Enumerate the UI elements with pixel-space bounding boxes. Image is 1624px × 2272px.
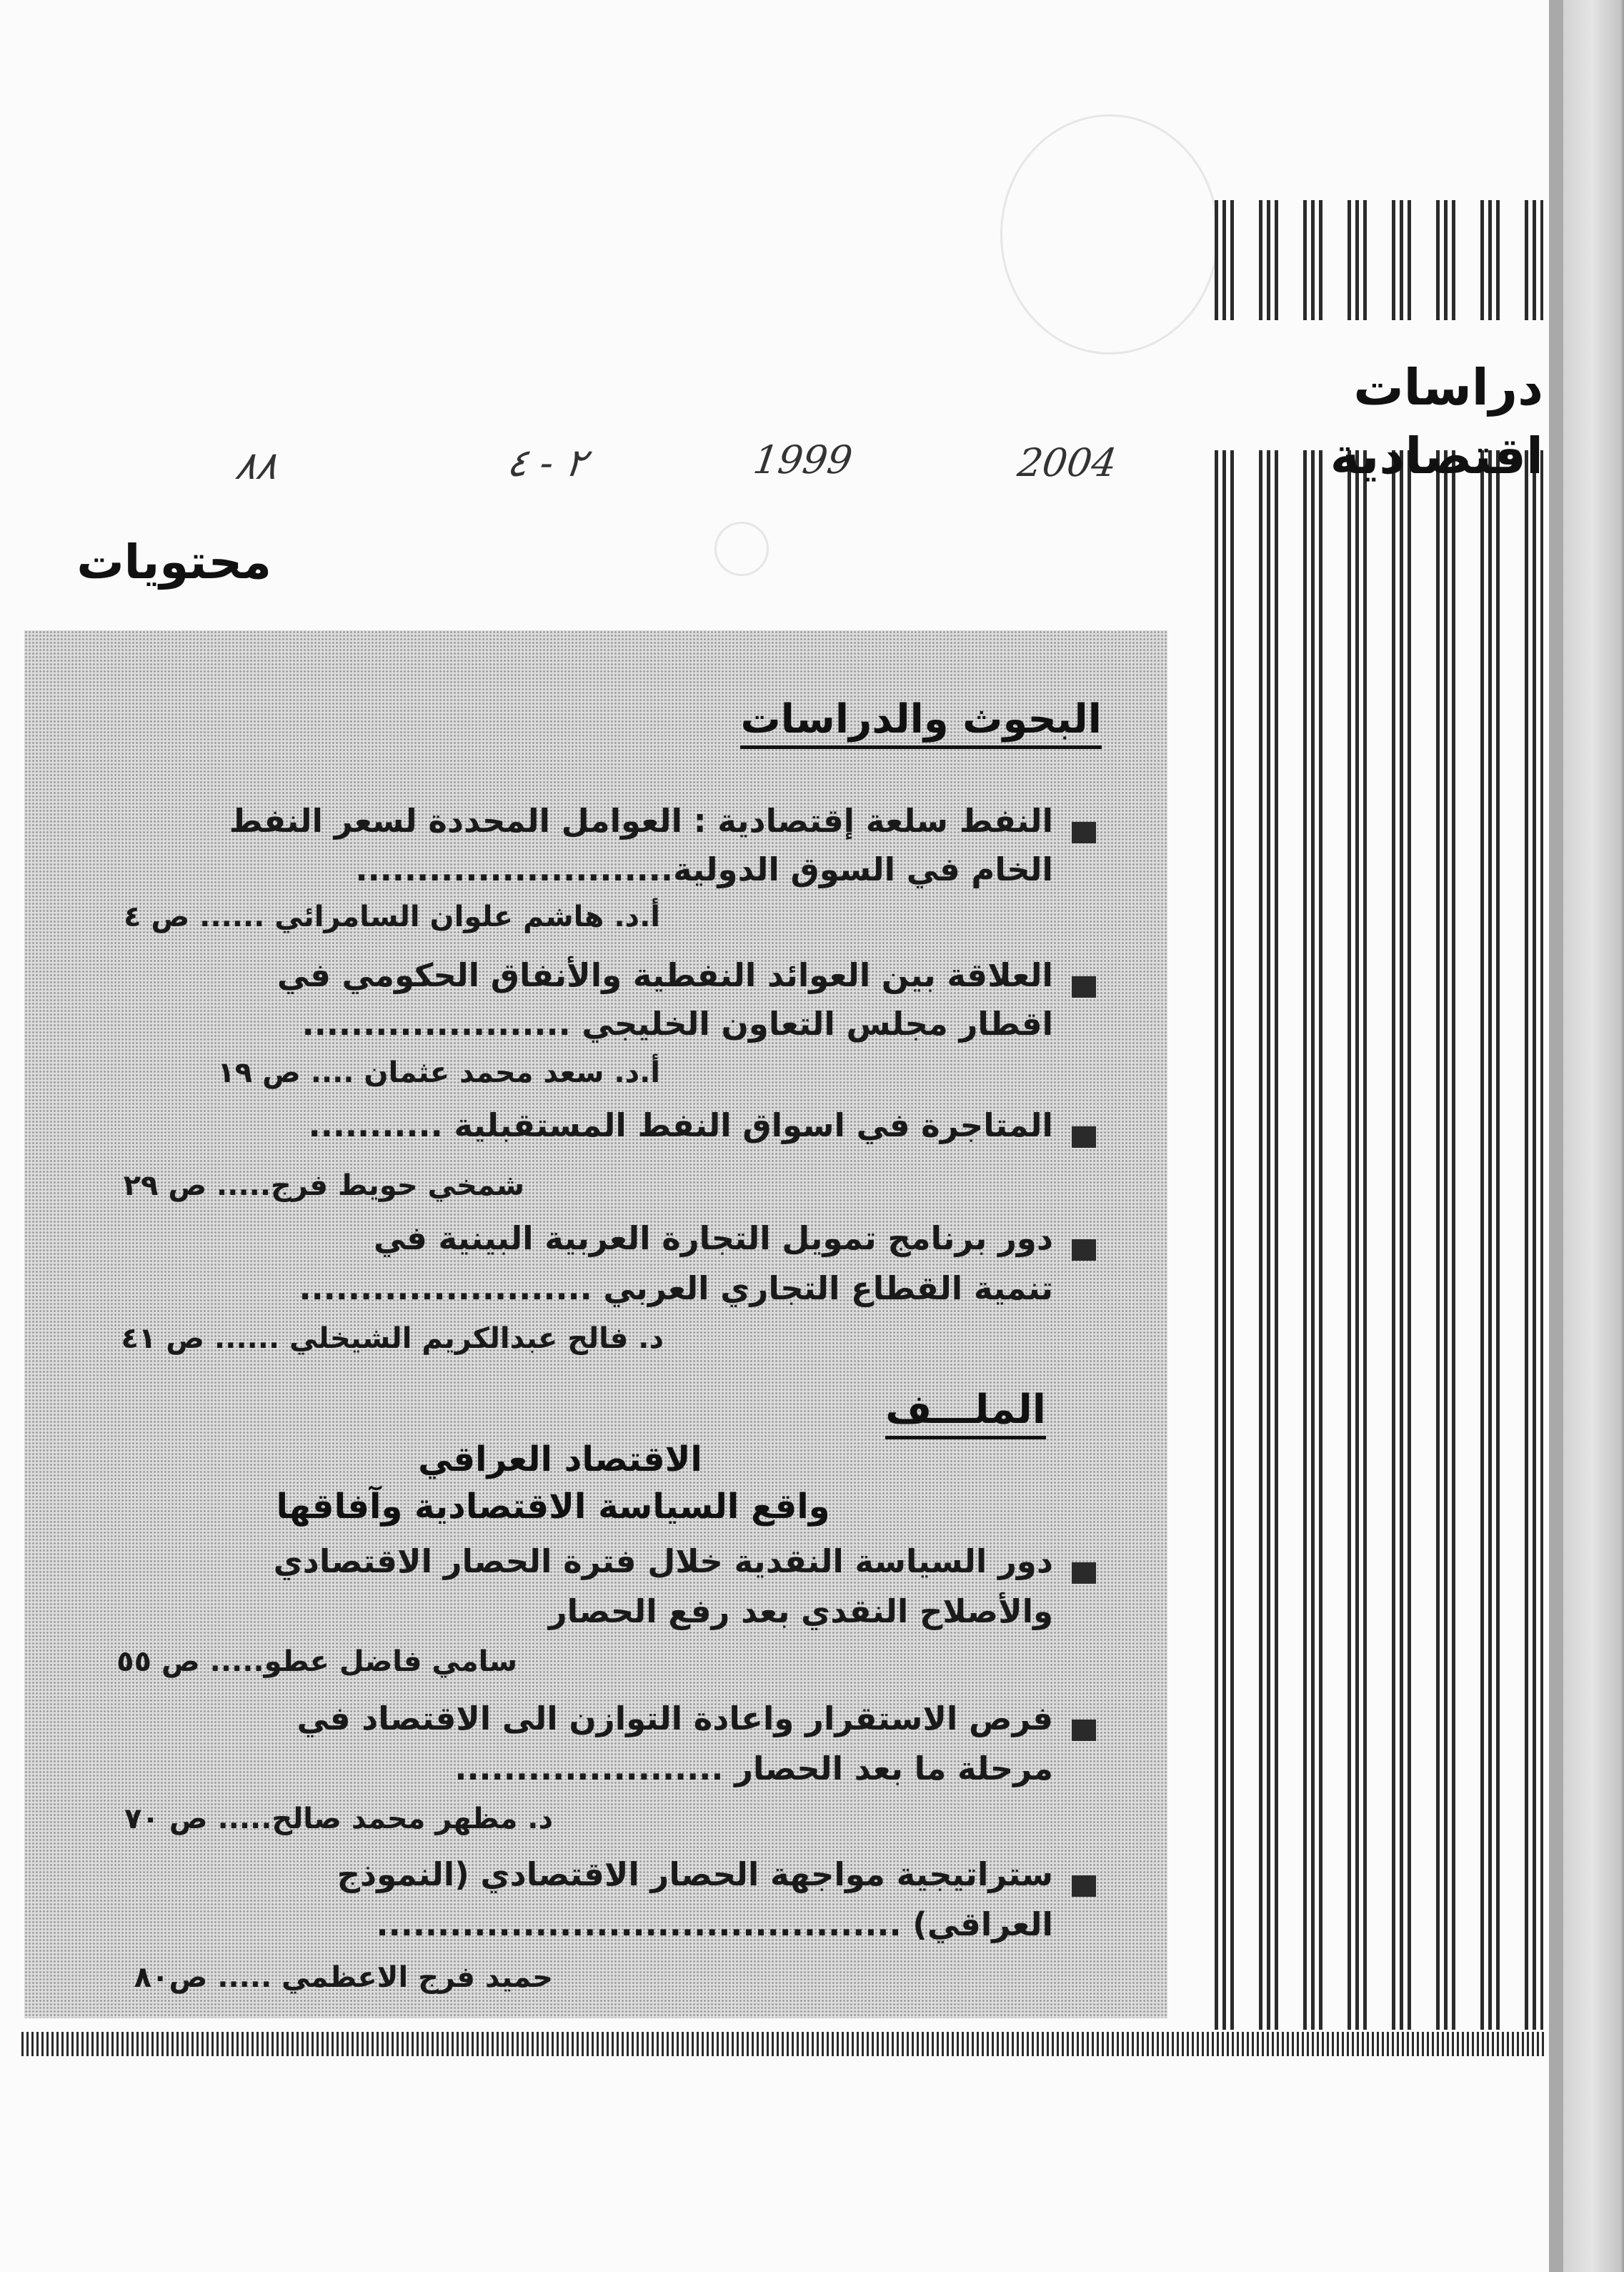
research-section-heading: البحوث والدراسات xyxy=(740,696,1102,749)
toc-item-title-line: العراقي) ........................................... xyxy=(376,1905,1053,1943)
handwritten-issue-number: ٨٨ xyxy=(232,443,281,488)
ghost-circle-mark xyxy=(714,522,769,576)
top-stripe-band xyxy=(1215,200,1543,320)
toc-item-title-line: العلاقة بين العوائد النفطية والأنفاق الحكومي في xyxy=(277,956,1053,994)
page-binding-edge xyxy=(1549,0,1624,2272)
toc-item-title-line: دور برنامج تمويل التجارة العربية البينية في xyxy=(373,1219,1053,1257)
toc-item-author: سامي فاضل عطو..... ص ٥٥ xyxy=(116,1645,517,1678)
toc-item-title-line: والأصلاح النقدي بعد رفع الحصار xyxy=(548,1592,1053,1630)
handwritten-year-1999: 1999 xyxy=(750,437,855,482)
dossier-subtitle: واقع السياسة الاقتصادية وآفاقها xyxy=(276,1487,830,1527)
toc-item-author: د. فالح عبدالكريم الشيخلي ...... ص ٤١ xyxy=(121,1322,664,1355)
bullet-icon xyxy=(1072,1126,1096,1148)
toc-item-title-line: المتاجرة في اسواق النفط المستقبلية ........... xyxy=(308,1106,1053,1144)
dossier-section-heading: الملـــف xyxy=(885,1386,1046,1439)
toc-item-title-line: دور السياسة النقدية خلال فترة الحصار الاقتصادي xyxy=(273,1542,1053,1580)
bullet-icon xyxy=(1072,1239,1096,1261)
toc-item-title-line: ستراتيجية مواجهة الحصار الاقتصادي (النموذج xyxy=(337,1855,1053,1893)
bullet-icon xyxy=(1072,976,1096,998)
ghost-stamp-mark xyxy=(1000,114,1219,354)
dossier-title: الاقتصاد العراقي xyxy=(418,1439,702,1479)
toc-item-title-line: اقطار مجلس التعاون الخليجي ...................... xyxy=(302,1005,1053,1043)
toc-item-title-line: تنمية القطاع التجاري العربي ........................ xyxy=(299,1269,1053,1307)
contents-panel xyxy=(24,630,1167,2018)
toc-item-author: حميد فرج الاعظمي ..... ص٨٠ xyxy=(134,1961,553,1994)
toc-item-title-line: فرص الاستقرار واعادة التوازن الى الاقتصاد في xyxy=(297,1700,1053,1737)
handwritten-year-2004: 2004 xyxy=(1015,440,1120,485)
bullet-icon xyxy=(1072,1875,1096,1897)
toc-item-title-line: الخام في السوق الدولية.......................... xyxy=(355,850,1053,888)
contents-heading: محتويات xyxy=(76,535,272,590)
journal-title: دراسات اقتصادية xyxy=(1200,353,1543,422)
toc-item-title-line: مرحلة ما بعد الحصار ...................... xyxy=(454,1750,1053,1787)
toc-item-title-line: النفط سلعة إقتصادية : العوامل المحددة لسعر النفط xyxy=(229,802,1053,840)
bullet-icon xyxy=(1072,1720,1096,1741)
bullet-icon xyxy=(1072,1562,1096,1584)
toc-item-author: أ.د. هاشم علوان السامرائي ...... ص ٤ xyxy=(124,901,660,933)
toc-item-author: شمخي حويط فرج..... ص ٢٩ xyxy=(123,1169,524,1202)
bottom-hatched-rule xyxy=(21,2032,1547,2056)
toc-item-author: أ.د. سعد محمد عثمان .... ص ١٩ xyxy=(217,1056,660,1089)
lower-stripe-band xyxy=(1215,450,1543,2030)
bullet-icon xyxy=(1072,822,1096,843)
handwritten-number: ٢ - ٤ xyxy=(504,440,590,485)
toc-item-author: د. مظهر محمد صالح..... ص ٧٠ xyxy=(124,1802,553,1835)
